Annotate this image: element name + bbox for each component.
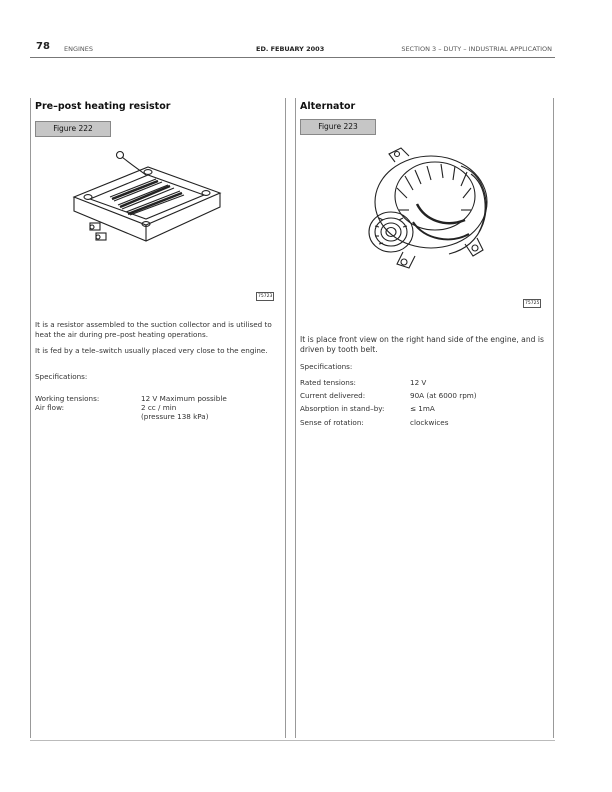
column-line-left	[30, 98, 31, 738]
section-title-left: Pre–post heating resistor	[35, 101, 171, 112]
edition-label: ED. FEBUARY 2003	[256, 45, 325, 53]
alternator-illustration	[355, 140, 495, 280]
column-line-middle-b	[295, 98, 296, 738]
figure-label-right: Figure 223	[300, 119, 376, 135]
spec-key-left-1: Working tensions:	[35, 394, 100, 403]
spec-key-right-2: Current delivered:	[300, 391, 366, 400]
column-line-right	[553, 98, 554, 738]
spec-key-left-2: Air flow:	[35, 403, 64, 412]
bottom-rule	[30, 740, 555, 741]
section-title: SECTION 3 – DUTY – INDUSTRIAL APPLICATION	[401, 45, 552, 53]
column-line-middle-a	[285, 98, 286, 738]
figure-code-left: 75723	[258, 294, 273, 299]
spec-value-right-2: 90A (at 6000 rpm)	[410, 391, 477, 400]
spec-key-right-1: Rated tensions:	[300, 378, 356, 387]
spec-value-right-4: clockwices	[410, 418, 449, 427]
spec-key-right-3: Absorption in stand–by:	[300, 404, 385, 413]
paragraph-left-1: It is a resistor assembled to the suction collector and is utilised to heat the air during pre–post heating operations.	[35, 320, 272, 339]
spec-key-right-4: Sense of rotation:	[300, 418, 364, 427]
section-label: ENGINES	[64, 45, 94, 53]
spec-value-left-1: 12 V Maximum possible	[141, 394, 227, 403]
spec-value-right-3: ≤ 1mA	[410, 404, 435, 413]
spec-value-right-1: 12 V	[410, 378, 427, 387]
heating-resistor-illustration	[60, 145, 240, 265]
spec-heading-right: Specifications:	[300, 362, 353, 371]
page-number: 78	[36, 41, 50, 52]
section-title-right: Alternator	[300, 101, 356, 112]
figure-label-left: Figure 222	[35, 121, 111, 137]
spec-heading-left: Specifications:	[35, 372, 88, 381]
header-rule	[30, 57, 555, 58]
figure-code-right: 75725	[525, 301, 540, 306]
spec-value-left-2: 2 cc / min	[141, 403, 177, 412]
paragraph-right-1: It is place front view on the right hand side of the engine, and is driven by tooth belt.	[300, 335, 544, 354]
spec-value-left-3: (pressure 138 kPa)	[141, 412, 209, 421]
paragraph-left-2: It is fed by a tele–switch usually placed very close to the engine.	[35, 346, 268, 355]
